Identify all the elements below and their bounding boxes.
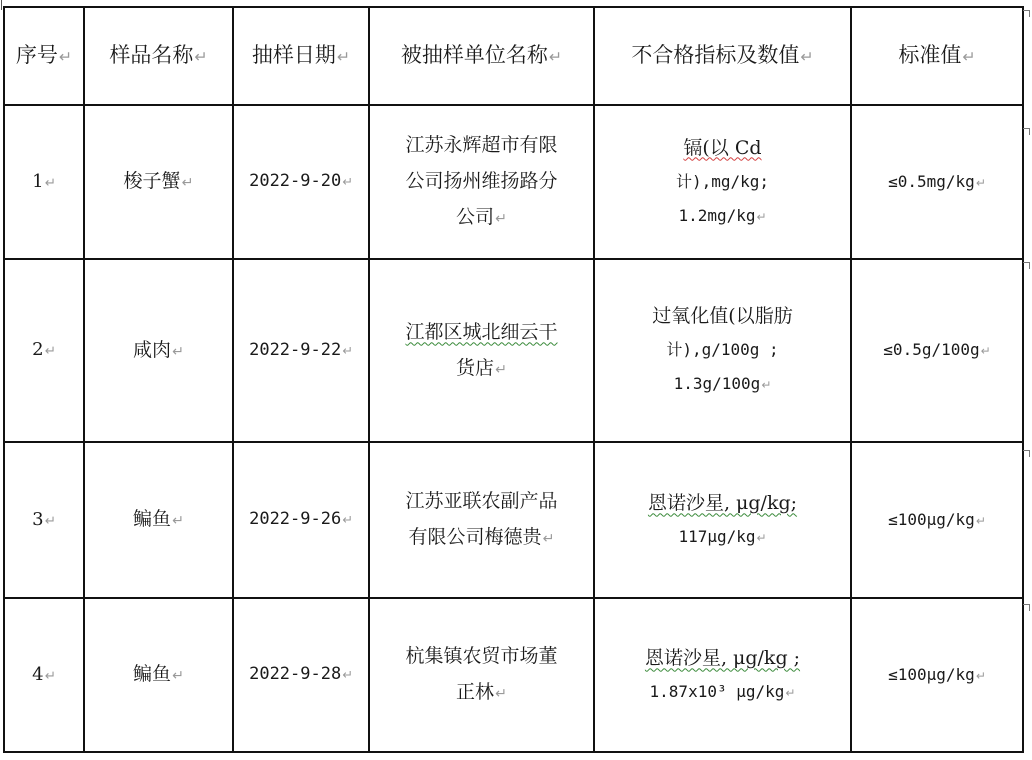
row-end-mark xyxy=(1023,10,1030,17)
header-cell-sampled-unit: 被抽样单位名称↵ xyxy=(369,7,594,105)
table-header-row xyxy=(4,7,1023,105)
cell-sample-name: 鳊鱼↵ xyxy=(84,442,233,598)
cell-failed-indicator: 镉(以 Cd 计),mg/kg; 1.2mg/kg↵ xyxy=(594,105,851,259)
indicator-line: 镉(以 Cd xyxy=(683,136,762,159)
cell-sample-name: 鳊鱼↵ xyxy=(84,598,233,752)
cell-sampling-date: 2022-9-20↵ xyxy=(233,105,369,259)
header-cell-failed-indicator: 不合格指标及数值↵ xyxy=(594,7,851,105)
table-row xyxy=(4,105,1023,259)
cell-index: 2↵ xyxy=(4,259,84,442)
cell-failed-indicator: 恩诺沙星, μg/kg ; 1.87x10³ μg/kg↵ xyxy=(594,598,851,752)
cell-sampled-unit: 江都区城北细云干 货店↵ xyxy=(369,259,594,442)
cell-standard-value: ≤100μg/kg↵ xyxy=(851,598,1023,752)
row-end-mark xyxy=(1023,450,1030,457)
cell-standard-value: ≤0.5mg/kg↵ xyxy=(851,105,1023,259)
cell-sampled-unit: 江苏永辉超市有限 公司扬州维扬路分 公司↵ xyxy=(369,105,594,259)
cell-standard-value: ≤0.5g/100g↵ xyxy=(851,259,1023,442)
header-cell-index: 序号↵ xyxy=(4,7,84,105)
cell-index: 1↵ xyxy=(4,105,84,259)
cell-sampled-unit: 杭集镇农贸市场董 正林↵ xyxy=(369,598,594,752)
cell-sampling-date: 2022-9-28↵ xyxy=(233,598,369,752)
cell-sampled-unit: 江苏亚联农副产品 有限公司梅德贵↵ xyxy=(369,442,594,598)
table-row xyxy=(4,598,1023,752)
cell-standard-value: ≤100μg/kg↵ xyxy=(851,442,1023,598)
inspection-results-table xyxy=(3,6,1024,753)
cell-failed-indicator: 过氧化值(以脂肪 计),g/100g ; 1.3g/100g↵ xyxy=(594,259,851,442)
header-cell-sample-name: 样品名称↵ xyxy=(84,7,233,105)
cell-index: 4↵ xyxy=(4,598,84,752)
cell-failed-indicator: 恩诺沙星, μg/kg; 117μg/kg↵ xyxy=(594,442,851,598)
table-row xyxy=(4,442,1023,598)
row-end-mark xyxy=(1023,262,1030,269)
cell-sampling-date: 2022-9-22↵ xyxy=(233,259,369,442)
row-end-mark xyxy=(1023,128,1030,135)
cell-index: 3↵ xyxy=(4,442,84,598)
header-cell-standard-value: 标准值↵ xyxy=(851,7,1023,105)
cell-sample-name: 咸肉↵ xyxy=(84,259,233,442)
row-end-mark xyxy=(1023,604,1030,611)
cell-sample-name: 梭子蟹↵ xyxy=(84,105,233,259)
cell-sampling-date: 2022-9-26↵ xyxy=(233,442,369,598)
table-row xyxy=(4,259,1023,442)
header-cell-sampling-date: 抽样日期↵ xyxy=(233,7,369,105)
